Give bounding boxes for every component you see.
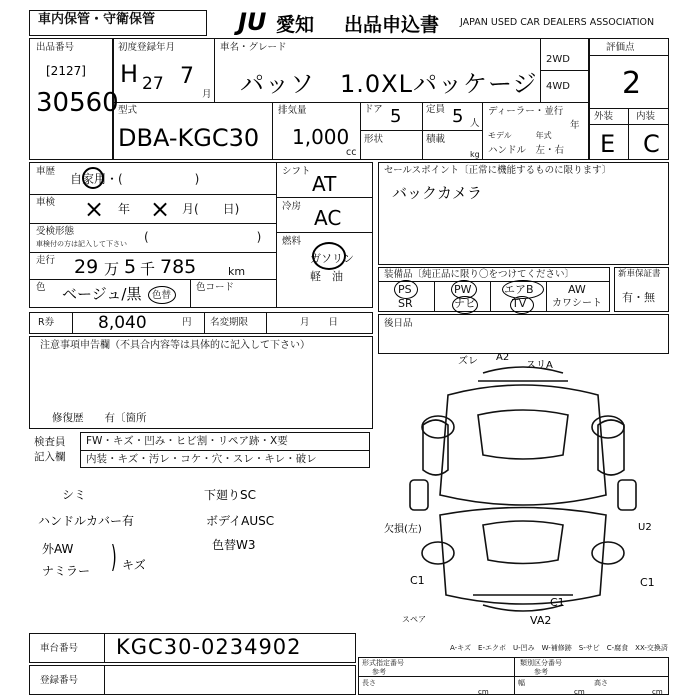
length-label: 長さ	[362, 679, 376, 687]
chassis-label: 車台番号	[40, 643, 79, 654]
note-body: ボデイAUSC	[206, 514, 275, 528]
shift-value: AT	[312, 172, 337, 196]
first-reg-month-unit: 月	[202, 89, 212, 100]
damage-legend: A-キズ E-エクボ U-凹み W-補修跡 S-サビ C-腐食 XX-交換済	[450, 644, 668, 652]
category-label: 類別区分番号	[520, 659, 562, 667]
mileage-unit: km	[228, 265, 246, 278]
equip-aw: AW	[568, 283, 586, 296]
evaluation-label: 評価点	[606, 42, 635, 53]
mark-c1-mid: C1	[550, 596, 565, 609]
lot-bracket: [2127]	[46, 64, 86, 78]
mark-c1-left: C1	[410, 574, 425, 587]
mark-defect-left: 欠損(左)	[384, 524, 422, 535]
shape-label: 形状	[364, 134, 384, 145]
repair-label: 修復歴 有〔箇所	[52, 412, 147, 424]
notes-label: 注意事項申告欄（不具合内容等は具体的に記入して下さい）	[40, 340, 310, 351]
note-scratch: キズ	[122, 558, 146, 572]
mileage-sen: 5	[124, 256, 137, 278]
mark-c1-right: C1	[640, 576, 655, 589]
name-change-value: 月 日	[300, 317, 339, 328]
equipment-label: 装備品〔純正品に限り〇をつけてください〕	[384, 269, 575, 280]
model-value: DBA-KGC30	[118, 124, 260, 152]
dealer-line3: モデル 年式	[488, 131, 552, 140]
mileage-man: 29	[74, 256, 99, 278]
history-value: 自家用・( )	[70, 172, 200, 186]
mark-u2: U2	[638, 522, 652, 533]
chassis-value: KGC30-0234902	[116, 635, 302, 659]
fuel-circle	[312, 242, 346, 270]
displacement-value: 1,000	[292, 125, 350, 149]
color-code-label: 色コード	[196, 282, 235, 293]
color-value: ベージュ/黒	[62, 285, 142, 303]
note-aw: 外AW	[42, 542, 74, 556]
ext-label: 外装	[594, 111, 614, 122]
reception-paren: ( )	[144, 230, 262, 244]
displacement-label: 排気量	[278, 105, 307, 116]
first-reg-era: H	[120, 60, 139, 88]
dealer-line2: 年	[570, 120, 580, 131]
navi-circle	[452, 296, 478, 314]
color-change: 色替	[152, 290, 172, 301]
car-name-value: パッソ 1.0XLパッケージ	[240, 70, 538, 98]
inspection-label: 車検	[36, 197, 56, 208]
width-label: 幅	[518, 679, 525, 687]
ps-circle	[394, 280, 418, 299]
mark-a2: A2	[496, 352, 510, 363]
mark-suria: スリA	[526, 360, 553, 371]
fuel-label: 燃料	[282, 236, 302, 247]
color-change-circle	[148, 286, 176, 304]
equip-navi: ナビ	[454, 297, 476, 310]
fuel-diesel: 軽 油	[310, 270, 343, 283]
evaluation-score: 2	[622, 66, 642, 101]
load-label: 積載	[426, 134, 446, 145]
equip-sr: SR	[398, 297, 413, 310]
first-reg-year: 27	[142, 74, 164, 94]
fuel-gasoline: ガソリン	[310, 252, 354, 265]
tv-circle	[510, 296, 534, 314]
lot-number: 30560	[36, 88, 119, 118]
name-change-label: 名変期限	[210, 317, 249, 328]
kanai-label: 車内保管・守衛保管	[38, 12, 156, 27]
drive-4wd: 4WD	[546, 81, 570, 92]
type-designation-label: 形式指定番号	[362, 659, 404, 667]
ju-logo: JU	[238, 8, 267, 36]
category-ref-label: 参考	[534, 668, 548, 676]
history-circle	[82, 167, 104, 189]
inspector-row2: 内装・キズ・汚レ・コケ・穴・スレ・キレ・破レ	[86, 453, 317, 465]
dealer-line4: ハンドル 左・右	[488, 145, 565, 156]
first-reg-label: 初度登録年月	[118, 42, 176, 53]
inspection-month-unit: 月( 日)	[182, 202, 240, 216]
mileage-man-unit: 万	[104, 260, 120, 278]
mark-va2: VA2	[530, 614, 552, 627]
int-value: C	[643, 130, 660, 158]
inspector-label: 検査員	[34, 436, 66, 448]
length-unit: cm	[478, 688, 489, 696]
ac-value: AC	[314, 206, 342, 230]
note-paren: )	[110, 540, 117, 575]
registration-label: 登録番号	[40, 675, 79, 686]
inspection-month: ×	[150, 195, 171, 223]
association-name: JAPAN USED CAR DEALERS ASSOCIATION	[460, 17, 655, 28]
first-reg-month: 7	[180, 64, 194, 89]
width-unit: cm	[574, 688, 585, 696]
seats-label: 定員	[426, 104, 446, 115]
reception-sub: 車検付の方は記入して下さい	[36, 240, 127, 248]
equip-tv: TV	[512, 297, 527, 310]
registration-row	[29, 665, 356, 695]
drive-2wd: 2WD	[546, 54, 570, 65]
equip-airbag: エアB	[504, 283, 534, 296]
equip-pw: PW	[454, 283, 472, 296]
equip-seat: カワシート	[552, 298, 602, 309]
r-ticket-label: R券	[38, 317, 55, 328]
doors-label: ドア	[364, 104, 383, 115]
warranty-value: 有・無	[622, 291, 655, 304]
note-mirror: ナミラー	[42, 564, 91, 578]
int-label: 内装	[636, 111, 656, 122]
history-label: 車歴	[36, 166, 56, 177]
note-color: 色替W3	[212, 538, 256, 552]
form-title: 出品申込書	[344, 14, 440, 36]
dealer-line1: ディーラー・並行	[488, 106, 564, 117]
warranty-label: 新車保証書	[618, 269, 661, 279]
selling-points-value: バックカメラ	[392, 184, 483, 202]
later-docs-block	[378, 314, 669, 354]
mileage-label: 走行	[36, 255, 56, 266]
height-label: 高さ	[594, 679, 608, 687]
spare-label: スペア	[402, 615, 426, 624]
r-ticket-unit: 円	[182, 317, 192, 328]
car-name-label: 車名・グレード	[220, 42, 287, 53]
org-name: 愛知	[276, 14, 315, 36]
mileage-rest: 785	[160, 256, 197, 278]
seats-value: 5	[452, 106, 464, 127]
doors-value: 5	[390, 106, 402, 127]
later-docs-label: 後日品	[384, 318, 413, 329]
selling-points-label: セールスポイント〔正常に機能するものに限ります〕	[384, 165, 612, 176]
note-shimi: シミ	[62, 488, 87, 502]
ext-value: E	[600, 130, 616, 158]
inspector-sub: 記入欄	[34, 451, 66, 463]
ac-label: 冷房	[282, 201, 302, 212]
inspection-year-unit: 年	[118, 202, 131, 216]
load-unit: kg	[470, 150, 480, 159]
lot-label: 出品番号	[36, 42, 75, 53]
displacement-unit: cc	[346, 147, 357, 158]
r-ticket-value: 8,040	[98, 313, 147, 333]
note-handle: ハンドルカバー有	[38, 514, 135, 528]
color-label: 色	[36, 282, 46, 293]
equip-ps: PS	[398, 283, 412, 296]
reception-label: 受検形態	[36, 226, 75, 237]
mileage-sen-unit: 千	[140, 260, 156, 278]
seats-unit: 人	[470, 118, 480, 129]
inspector-row1: FW・キズ・凹み・ヒビ割・リペア跡・X要	[86, 435, 288, 447]
note-undercarriage: 下廻りSC	[204, 488, 256, 502]
mark-zure: ズレ	[458, 356, 478, 367]
height-unit: cm	[652, 688, 663, 696]
shift-label: シフト	[282, 166, 311, 177]
type-ref-label: 参考	[372, 668, 386, 676]
model-label: 型式	[118, 105, 138, 116]
selling-points-block	[378, 162, 669, 265]
inspection-year: ×	[84, 195, 105, 223]
